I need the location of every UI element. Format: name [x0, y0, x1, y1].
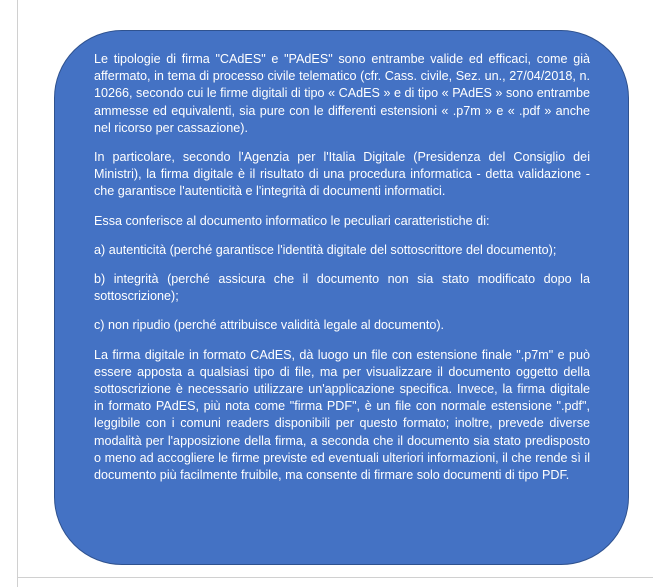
paragraph-cades-pades-validity: Le tipologie di firma "CAdES" e "PAdES" sono entrambe valide ed efficaci, come già affermato, in tema di processo civile telematico (cfr. Cass. civile, Sez. un., 27/04/2018, n. 10266, secondo cui le firme digitali di tipo « CAdES » e di tipo « PAdES » sono entrambe ammesse ed equivalenti, sia pure con le differenti estensioni « .p7m » e « .pdf » anche nel ricorso per cassazione). — [94, 52, 590, 135]
frame-bottom-border — [17, 577, 653, 578]
paragraph-integrity: b) integrità (perché assicura che il documento non sia stato modificato dopo la sottoscrizione); — [94, 272, 590, 304]
paragraph-authenticity: a) autenticità (perché garantisce l'identità digitale del sottoscrittore del documento); — [94, 242, 557, 257]
paragraph-non-repudiation: c) non ripudio (perché attribuisce validità legale al documento). — [94, 318, 445, 333]
frame-left-border — [17, 0, 18, 587]
callout-text — [94, 51, 590, 484]
paragraph-agid-definition: In particolare, secondo l'Agenzia per l'Italia Digitale (Presidenza del Consiglio dei Ministri), la firma digitale è il risultato di una procedura informatica - detta validazione - che garantisce l'autenticità e l'integrità di documenti informatici. — [94, 150, 590, 199]
paragraph-characteristics-intro: Essa conferisce al documento informatico le peculiari caratteristiche di: — [94, 213, 490, 228]
paragraph-formats-comparison: La firma digitale in formato CAdES, dà luogo un file con estensione finale ".p7m" e può essere apposta a qualsiasi tipo di file, ma per visualizzare il documento oggetto della sottoscrizione è necessario utilizzare un'applicazione specifica. Invece, la firma digitale in formato PAdES, più nota come "firma PDF", è un file con normale estensione ".pdf", leggibile con i comuni readers disponibili per questo formato; inoltre, prevede diverse modalità per l'apposizione della firma, a seconda che il documento sia stato predisposto o meno ad accogliere le firme previste ed eventuali ulteriori informazioni, il che rende sì il documento più facilmente fruibile, ma consente di firmare solo documenti di tipo PDF. — [94, 347, 590, 483]
